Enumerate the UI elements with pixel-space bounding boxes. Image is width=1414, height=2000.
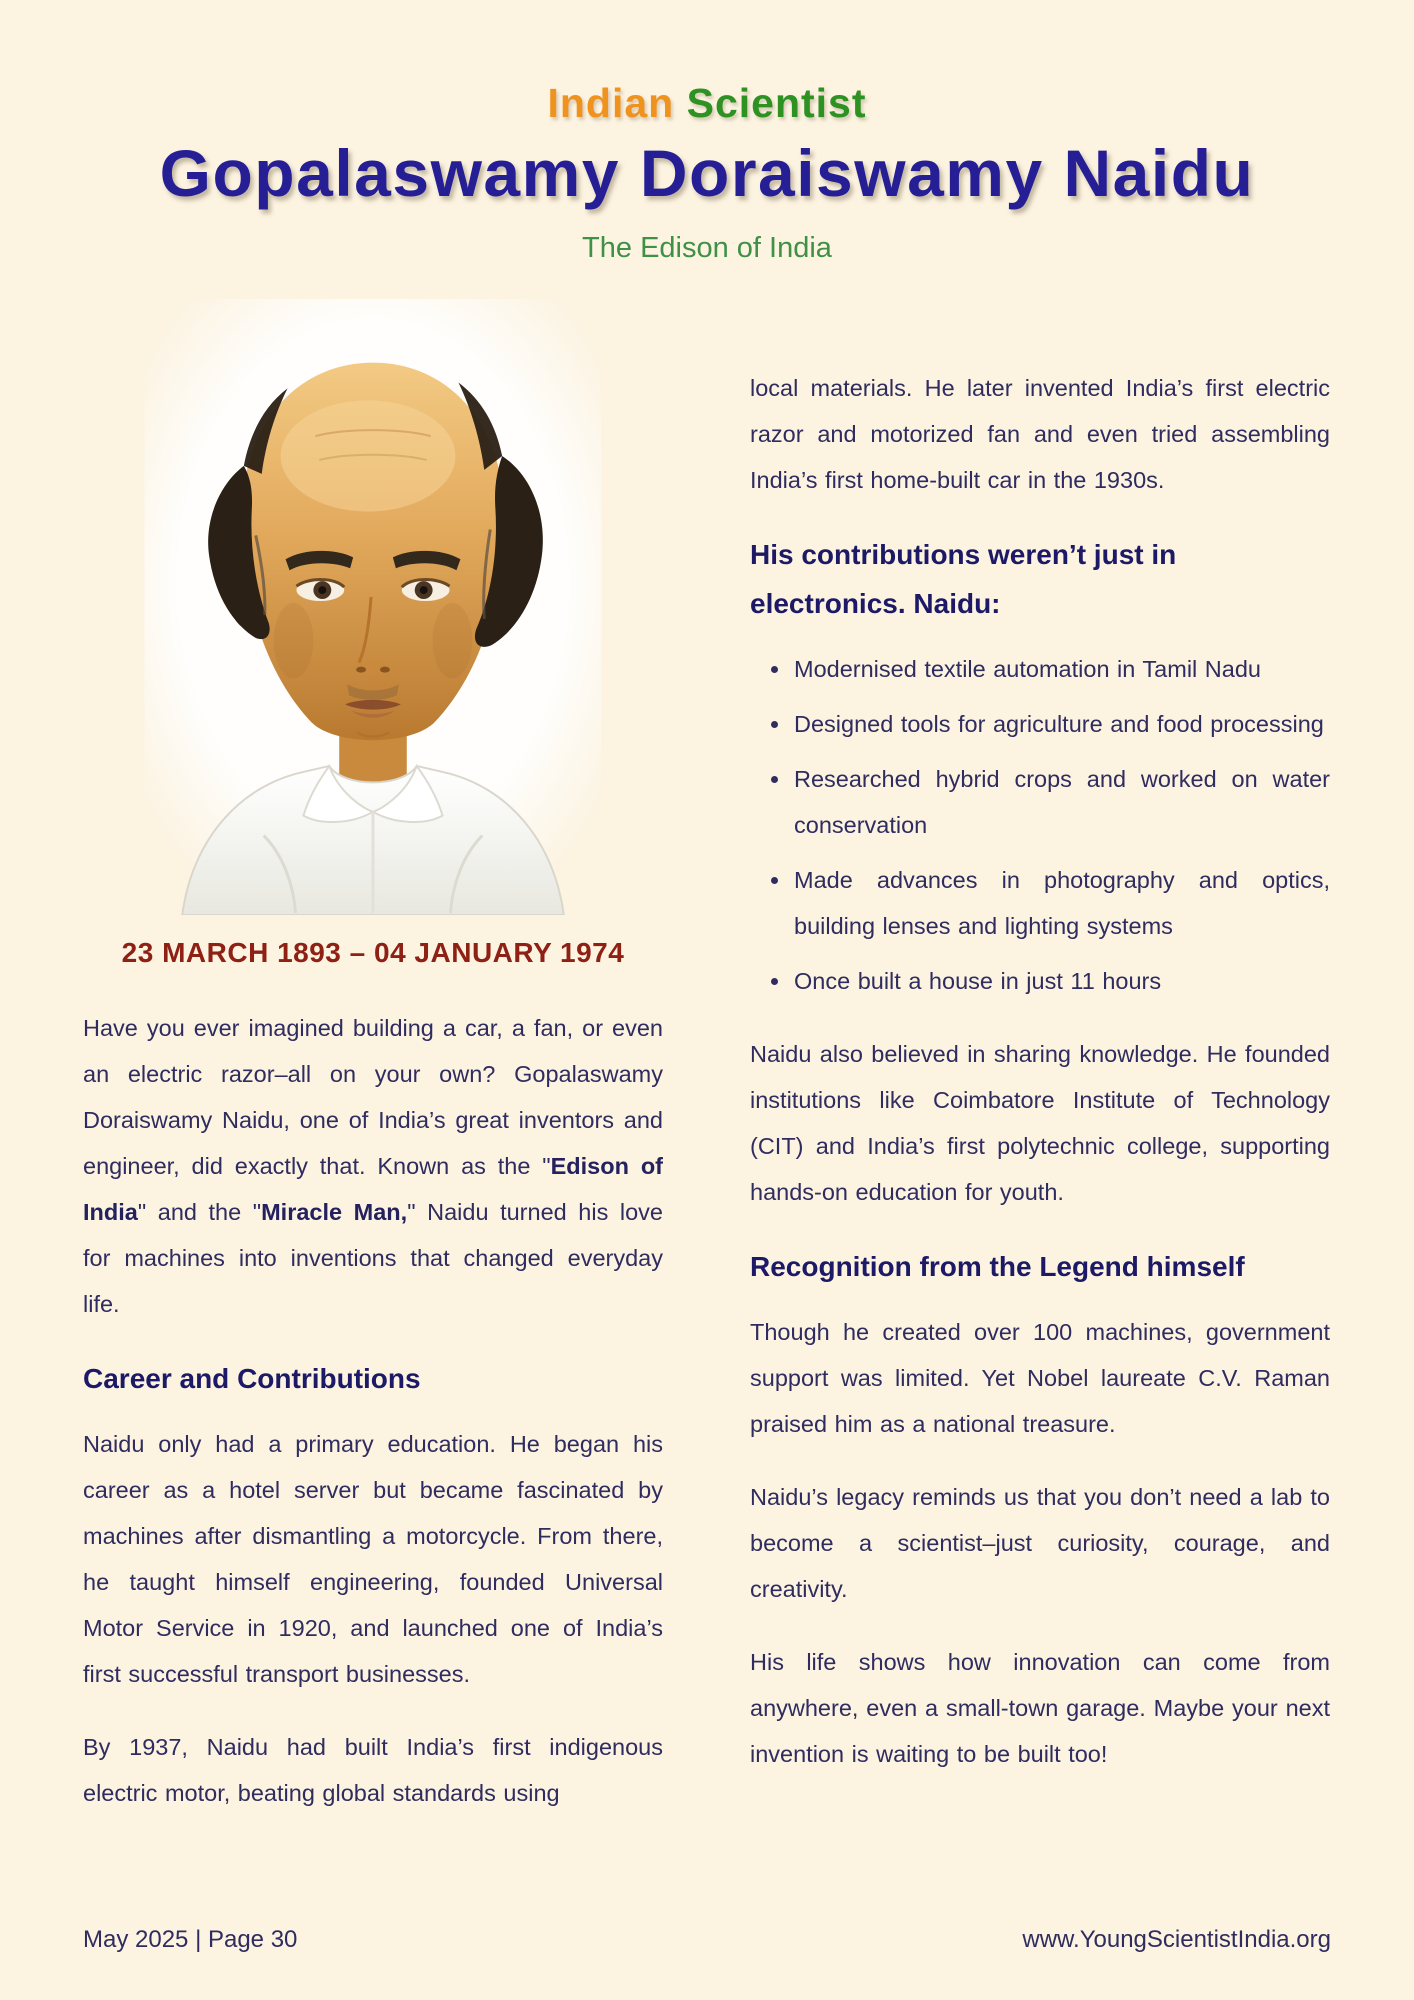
lifespan-dates: 23 MARCH 1893 – 04 JANUARY 1974 <box>121 936 625 968</box>
knowledge-sharing-paragraph: Naidu also believed in sharing knowledge. He founded institutions like Coimbatore Institute of Technology (CIT) and India’s first polytechnic college, supporting hands-on education for youth. <box>750 1040 1330 1205</box>
career-paragraph-2: By 1937, Naidu had built India’s first indigenous electric motor, beating global standards using <box>83 1733 663 1806</box>
left-column <box>83 299 663 1843</box>
intro-text-3: " Naidu turned his love for machines into inventions that changed everyday life. <box>83 1198 663 1317</box>
continuation-paragraph: local materials. He later invented India’s first electric razor and motorized fan and even tried assembling India’s first home-built car in the 1930s. <box>750 374 1330 493</box>
footer-website: www.YoungScientistIndia.org <box>1022 1926 1331 1953</box>
naidu-portrait-illustration <box>141 299 605 915</box>
contributions-heading: His contributions weren’t just in electronics. Naidu: <box>750 538 1177 619</box>
portrait-image <box>141 299 605 915</box>
two-column-layout <box>0 265 1414 1843</box>
list-item: • Once built a house in just 11 hours <box>792 958 1330 1004</box>
intro-paragraph <box>83 1005 663 1327</box>
intro-text-2: " and the " <box>137 1198 262 1225</box>
contributions-list <box>750 646 1330 1004</box>
page-header <box>0 0 1414 265</box>
intro-text-1: Have you ever imagined building a car, a fan, or even an electric razor–all on your own? Gopalaswamy Doraiswamy Naidu, one of India’s great inventors and engineer, did exactly that. Known as the " <box>83 1014 663 1179</box>
list-item: • Made advances in photography and optics, building lenses and lighting systems <box>792 857 1330 949</box>
list-item: • Modernised textile automation in Tamil Nadu <box>792 646 1330 692</box>
career-heading: Career and Contributions <box>83 1362 421 1394</box>
kicker <box>0 80 1414 127</box>
list-item: • Designed tools for agriculture and food processing <box>792 701 1330 747</box>
footer-issue-page: May 2025 | Page 30 <box>83 1926 298 1953</box>
legacy-paragraph: Naidu’s legacy reminds us that you don’t need a lab to become a scientist–just curiosity, courage, and creativity. <box>750 1483 1330 1602</box>
career-paragraph-1: Naidu only had a primary education. He began his career as a hotel server but became fascinated by machines after dismantling a motorcycle. From there, he taught himself engineering, founded Universal Motor Service in 1920, and launched one of India’s first successful transport businesses. <box>83 1430 663 1687</box>
kicker-word-scientist: Scientist <box>686 80 867 126</box>
intro-bold-edison: Edison of India <box>83 1152 664 1225</box>
list-item: • Researched hybrid crops and worked on water conservation <box>792 756 1330 848</box>
recognition-heading: Recognition from the Legend himself <box>750 1250 1245 1282</box>
intro-bold-miracle-man: Miracle Man, <box>261 1198 408 1225</box>
recognition-paragraph: Though he created over 100 machines, government support was limited. Yet Nobel laureate C.V. Raman praised him as a national treasure. <box>750 1318 1330 1437</box>
page-subtitle: The Edison of India <box>582 231 832 264</box>
page-footer <box>83 1926 1331 1954</box>
closing-paragraph: His life shows how innovation can come from anywhere, even a small-town garage. Maybe your next invention is waiting to be built too! <box>750 1648 1330 1767</box>
right-column <box>750 299 1330 1843</box>
kicker-word-indian: Indian <box>547 80 675 126</box>
page-title: Gopalaswamy Doraiswamy Naidu <box>159 136 1255 210</box>
